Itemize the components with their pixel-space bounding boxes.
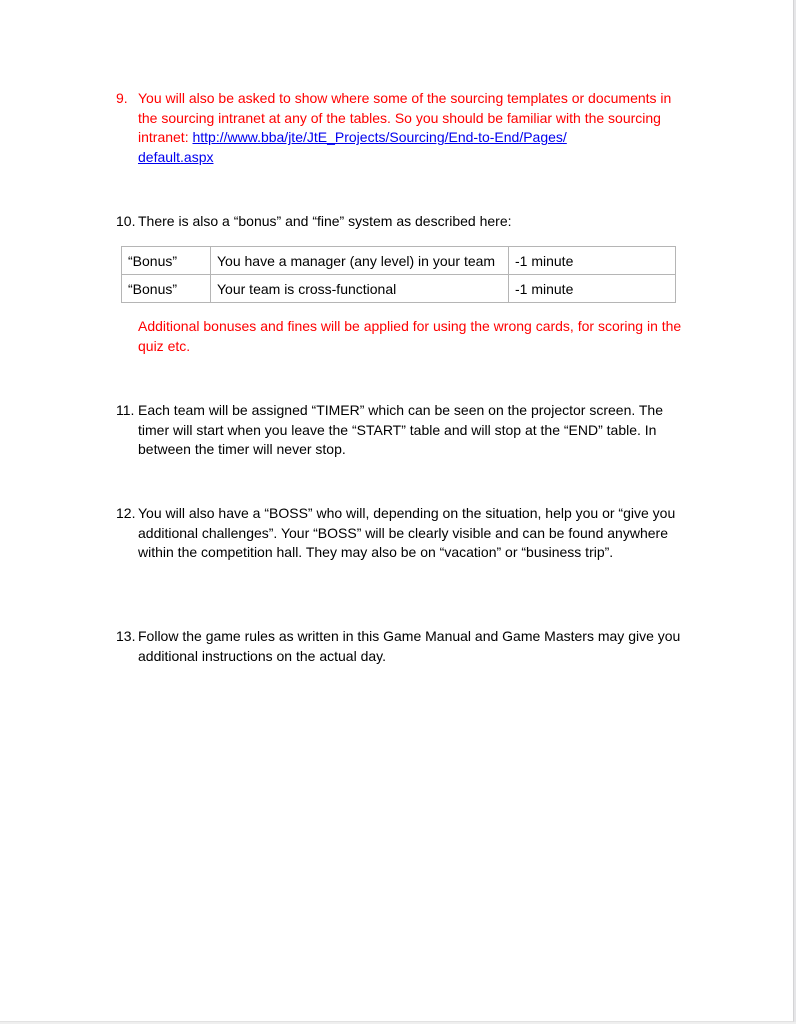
- list-item-text: Follow the game rules as written in this Game Manual and Game Masters may give you additional instructions on the actual day.: [138, 628, 681, 664]
- table-cell-time: -1 minute: [509, 275, 676, 303]
- table-cell-type: “Bonus”: [122, 247, 211, 275]
- list-item-12: [116, 504, 686, 563]
- list-item-text: Each team will be assigned “TIMER” which can be seen on the projector screen. The timer will start when you leave the “START” table and will stop at the “END” table. In between the timer will never stop.: [138, 402, 663, 457]
- table-cell-time: -1 minute: [509, 247, 676, 275]
- list-item-10: [116, 212, 686, 232]
- link-text-line-2: default.aspx: [138, 148, 214, 165]
- table-cell-type: “Bonus”: [122, 275, 211, 303]
- list-item-text: There is also a “bonus” and “fine” system as described here:: [138, 213, 512, 229]
- bonus-note: Additional bonuses and fines will be applied for using the wrong cards, for scoring in the quiz etc.: [138, 318, 682, 354]
- list-item-9: [116, 89, 686, 167]
- list-number: 9.: [116, 90, 128, 106]
- table-cell-condition: You have a manager (any level) in your team: [211, 247, 509, 275]
- table-cell-condition: Your team is cross-functional: [211, 275, 509, 303]
- list-item-text: You will also have a “BOSS” who will, depending on the situation, help you or “give you additional challenges”. Your “BOSS” will be clearly visible and can be found anywhere within the competition hall. They may also be on “vacation” or “business trip”.: [138, 505, 676, 560]
- list-number: 12.: [116, 505, 136, 521]
- list-number: 10.: [116, 213, 136, 229]
- list-item-11: [116, 401, 686, 460]
- list-number: 13.: [116, 628, 136, 644]
- sourcing-intranet-link[interactable]: [138, 129, 567, 165]
- list-item-13: [116, 627, 686, 666]
- bonus-fine-table: [121, 246, 676, 303]
- table-row: [122, 275, 676, 303]
- list-number: 11.: [116, 402, 135, 418]
- table-row: [122, 247, 676, 275]
- link-text-line-1: http://www.bba/jte/JtE_Projects/Sourcing/End-to-End/Pages/: [192, 129, 567, 145]
- list-item-text: You will also be asked to show where some of the sourcing templates or documents in the sourcing intranet at any of the tables. So you should be familiar with the sourcing intranet:: [138, 90, 672, 145]
